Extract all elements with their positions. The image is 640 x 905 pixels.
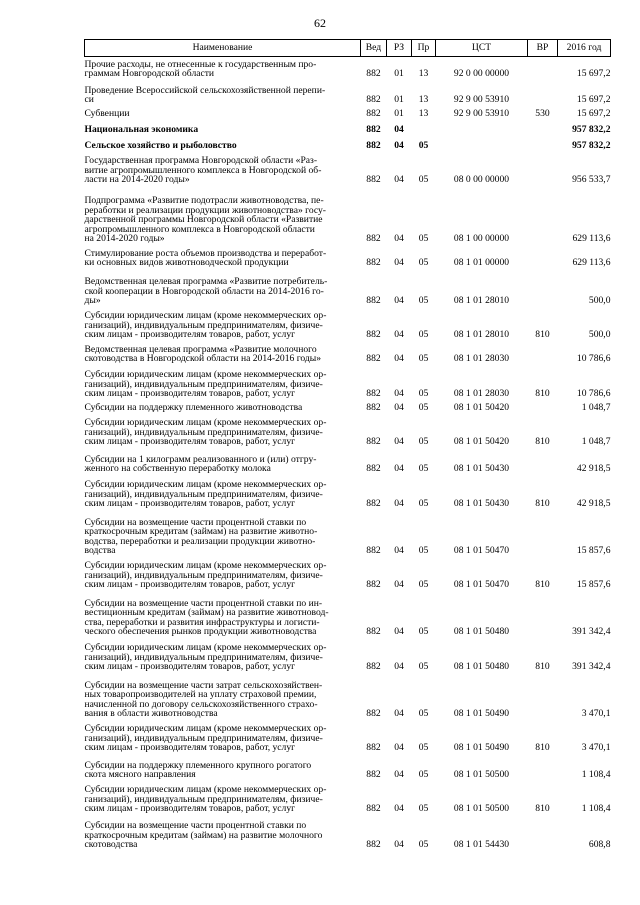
- row-rz-cell: 04: [394, 803, 404, 815]
- row-amount-cell: 15 857,6: [576, 579, 611, 591]
- row-pr-cell: 05: [418, 626, 429, 638]
- row-name-line: Субсидии юридическим лицам (кроме некоммерческих ор-: [84, 642, 327, 654]
- row-amount-cell: 1 108,4: [581, 803, 611, 815]
- row-ved-cell: 882: [366, 803, 381, 815]
- row-name-cell: [85, 151, 361, 185]
- row-ved-cell: 882: [366, 140, 381, 152]
- row-name-line: водства: [84, 545, 116, 557]
- row-pr-cell: 05: [418, 498, 429, 510]
- row-cst-cell: 08 1 01 50470: [453, 579, 510, 591]
- col-header-amount: 2016 год: [558, 40, 611, 57]
- row-pr-cell: 05: [418, 140, 429, 152]
- row-rz-cell: 01: [394, 68, 404, 80]
- row-name-line: Субсидии на возмещение части затрат сельскохозяйствен-: [84, 679, 323, 691]
- row-name-line: Субсидии на возмещение части процентной ставки по ин-: [84, 597, 323, 609]
- table-header-row: [85, 40, 611, 57]
- row-cst-cell: 08 1 01 50420: [453, 402, 510, 414]
- row-ved-cell: 882: [366, 124, 381, 136]
- table-row: [85, 268, 611, 306]
- row-amount-cell: 3 470,1: [581, 742, 611, 754]
- row-amount-cell: 42 918,5: [576, 463, 611, 475]
- row-rz-cell: 04: [394, 626, 404, 638]
- row-rz-cell: 04: [394, 463, 404, 475]
- row-rz-cell: 04: [394, 839, 404, 851]
- row-rz-cell: 04: [394, 708, 404, 720]
- row-ved-cell: 882: [366, 626, 381, 638]
- row-amount-cell: 957 832,2: [572, 124, 611, 136]
- row-ved-cell: 882: [366, 108, 381, 120]
- row-name-cell: [85, 447, 361, 474]
- row-cst-cell: [436, 135, 528, 151]
- row-name-line: Стимулирование роста объемов производства и переработ-: [84, 247, 327, 259]
- table-row: [85, 135, 611, 151]
- row-name-line: Субсидии на возмещение части процентной ставки по: [84, 516, 307, 528]
- row-pr-cell: 05: [418, 708, 429, 720]
- row-vr-cell: [528, 447, 558, 474]
- table-body: [85, 57, 611, 850]
- row-cst-cell: 08 1 01 50500: [453, 769, 510, 781]
- row-rz-cell: 04: [394, 402, 404, 414]
- table-row: [85, 399, 611, 413]
- row-ved-cell: 882: [366, 498, 381, 510]
- table-row: [85, 814, 611, 850]
- row-pr-cell: 05: [418, 742, 429, 754]
- row-name-line: краткосрочным кредитам (займам) на развитие животно-: [84, 526, 318, 538]
- row-name-line: ганизаций), индивидуальным предпринимателям, физиче-: [84, 426, 323, 438]
- row-amount-cell: 391 342,4: [572, 661, 611, 673]
- row-amount-cell: 500,0: [588, 295, 611, 307]
- row-ved-cell: 882: [366, 94, 381, 106]
- row-vr-cell: 810: [535, 388, 550, 400]
- row-rz-cell: 04: [394, 388, 404, 400]
- row-ved-cell: 882: [366, 769, 381, 781]
- row-vr-cell: [528, 753, 558, 780]
- table-row: [85, 79, 611, 105]
- row-name-line: Субсидии юридическим лицам (кроме некоммерческих ор-: [84, 310, 327, 322]
- table-row: [85, 637, 611, 672]
- row-name-line: на 2014-2020 годы»: [84, 233, 165, 245]
- table-row: [85, 780, 611, 814]
- row-cst-cell: 08 1 01 50490: [453, 742, 510, 754]
- row-ved-cell: 882: [366, 436, 381, 448]
- row-cst-cell: 08 1 01 50470: [453, 545, 510, 557]
- row-vr-cell: 810: [535, 661, 550, 673]
- row-ved-cell: 882: [366, 174, 381, 186]
- row-name-line: Субсидии юридическим лицам (кроме некоммерческих ор-: [84, 479, 327, 491]
- table-row: [85, 753, 611, 780]
- row-name-line: ганизаций), индивидуальным предпринимателям, физиче-: [84, 488, 323, 500]
- row-pr-cell: 05: [418, 388, 429, 400]
- row-pr-cell: 13: [418, 68, 429, 80]
- row-name-cell: [85, 268, 361, 306]
- row-name-line: Субвенции: [84, 108, 130, 120]
- row-name-line: ганизаций), индивидуальным предпринимателям, физиче-: [84, 732, 323, 744]
- row-name-cell: [85, 474, 361, 509]
- row-ved-cell: 882: [366, 295, 381, 307]
- row-name-line: ганизаций), индивидуальным предпринимателям, физиче-: [84, 793, 323, 805]
- row-vr-cell: [528, 119, 558, 135]
- row-name-line: ским лицам - производителям товаров, работ, услуг: [84, 579, 296, 591]
- row-name-cell: [85, 306, 361, 340]
- row-vr-cell: 810: [535, 803, 550, 815]
- row-pr-cell: 05: [418, 295, 429, 307]
- col-header-ved: Вед: [361, 40, 387, 57]
- row-rz-cell: 04: [394, 329, 404, 341]
- row-name-line: дарственной программы Новгородской области «Развитие: [84, 214, 323, 226]
- row-pr-cell: 05: [418, 839, 429, 851]
- row-name-line: ским лицам - производителям товаров, работ, услуг: [84, 661, 296, 673]
- row-ved-cell: 882: [366, 353, 381, 365]
- row-vr-cell: [528, 590, 558, 637]
- row-rz-cell: 04: [394, 579, 404, 591]
- row-vr-cell: 810: [535, 498, 550, 510]
- row-vr-cell: [528, 399, 558, 413]
- row-pr-cell: 05: [418, 436, 429, 448]
- row-pr-cell: 05: [418, 769, 429, 781]
- row-vr-cell: [528, 509, 558, 556]
- row-pr-cell: 05: [418, 579, 429, 591]
- row-name-line: вестиционным кредитам (займам) на развитие животновод-: [84, 607, 329, 619]
- row-name-cell: [85, 57, 361, 79]
- row-rz-cell: 04: [394, 140, 404, 152]
- table-row: [85, 556, 611, 590]
- row-pr-cell: 05: [418, 174, 429, 186]
- row-cst-cell: 08 1 01 50490: [453, 708, 510, 720]
- row-ved-cell: 882: [366, 68, 381, 80]
- row-cst-cell: 08 1 01 28010: [453, 295, 510, 307]
- row-name-line: ды»: [84, 295, 101, 307]
- row-cst-cell: 08 1 01 50420: [453, 436, 510, 448]
- row-name-line: Подпрограмма «Развитие подотрасли животноводства, пе-: [84, 195, 324, 207]
- row-ved-cell: 882: [366, 579, 381, 591]
- row-vr-cell: [528, 79, 558, 105]
- table-row: [85, 719, 611, 753]
- row-name-line: Субсидии юридическим лицам (кроме некоммерческих ор-: [84, 560, 327, 572]
- row-name-line: ским лицам - производителям товаров, работ, услуг: [84, 388, 296, 400]
- row-name-line: ганизаций), индивидуальным предпринимателям, физиче-: [84, 651, 323, 663]
- budget-table: [84, 39, 611, 850]
- table-row: [85, 447, 611, 474]
- row-name-cell: [85, 719, 361, 753]
- row-pr-cell: 05: [418, 402, 429, 414]
- row-vr-cell: 810: [535, 579, 550, 591]
- row-pr-cell: 05: [418, 545, 429, 557]
- row-cst-cell: 08 1 01 50430: [453, 498, 510, 510]
- row-cst-cell: 92 0 00 00000: [453, 68, 510, 80]
- row-name-line: ским лицам - производителям товаров, работ, услуг: [84, 498, 296, 510]
- row-name-line: ства, переработки и развития инфраструктуры и логисти-: [84, 616, 320, 628]
- row-name-cell: [85, 413, 361, 447]
- row-name-line: Субсидии на поддержку племенного крупного рогатого: [84, 759, 312, 771]
- row-cst-cell: 08 1 01 50500: [453, 803, 510, 815]
- row-name-line: ганизаций), индивидуальным предпринимателям, физиче-: [84, 569, 323, 581]
- table-row: [85, 672, 611, 719]
- row-cst-cell: 08 1 01 28010: [453, 329, 510, 341]
- row-pr-cell: 05: [418, 233, 429, 245]
- row-name-cell: [85, 105, 361, 119]
- row-cst-cell: 08 1 01 28030: [453, 353, 510, 365]
- row-name-line: скотоводства: [84, 839, 138, 851]
- row-amount-cell: 15 697,2: [576, 94, 611, 106]
- row-name-line: Прочие расходы, не отнесенные к государственным про-: [84, 58, 317, 70]
- row-pr-cell: 05: [418, 803, 429, 815]
- table-row: [85, 413, 611, 447]
- row-cst-cell: 92 9 00 53910: [453, 94, 510, 106]
- row-name-line: ласти на 2014-2020 годы»: [84, 174, 190, 186]
- row-ved-cell: 882: [366, 233, 381, 245]
- row-rz-cell: 04: [394, 295, 404, 307]
- row-rz-cell: 04: [394, 436, 404, 448]
- row-pr-cell: [412, 119, 436, 135]
- row-name-line: Ведомственная целевая программа «Развитие молочного: [84, 343, 317, 355]
- row-amount-cell: 42 918,5: [576, 498, 611, 510]
- row-rz-cell: 04: [394, 174, 404, 186]
- row-name-cell: [85, 399, 361, 413]
- row-name-cell: [85, 814, 361, 850]
- row-pr-cell: 13: [418, 94, 429, 106]
- row-name-line: Субсидии на возмещение части процентной ставки по: [84, 820, 307, 832]
- row-name-line: Субсидии юридическим лицам (кроме некоммерческих ор-: [84, 417, 327, 429]
- row-name-line: агропромышленного комплекса в Новгородской области: [84, 223, 315, 235]
- table-row: [85, 151, 611, 185]
- row-name-cell: [85, 590, 361, 637]
- table-row: [85, 244, 611, 268]
- row-vr-cell: 530: [535, 108, 550, 120]
- row-pr-cell: 05: [418, 353, 429, 365]
- row-name-line: краткосрочным кредитам (займам) на развитие молочного: [84, 829, 323, 841]
- row-name-cell: [85, 79, 361, 105]
- row-cst-cell: 08 0 00 00000: [453, 174, 510, 186]
- row-pr-cell: 05: [418, 329, 429, 341]
- row-cst-cell: 08 1 01 28030: [453, 388, 510, 400]
- row-name-line: ки основных видов животноводческой продукции: [84, 257, 289, 269]
- row-ved-cell: 882: [366, 257, 381, 269]
- table-row: [85, 119, 611, 135]
- row-rz-cell: 04: [394, 233, 404, 245]
- row-amount-cell: 956 533,7: [572, 174, 611, 186]
- row-ved-cell: 882: [366, 388, 381, 400]
- row-rz-cell: 04: [394, 769, 404, 781]
- table-row: [85, 185, 611, 244]
- row-cst-cell: 08 1 01 00000: [453, 257, 510, 269]
- table-row: [85, 57, 611, 79]
- col-header-cst: ЦСТ: [436, 40, 528, 57]
- row-name-cell: [85, 556, 361, 590]
- row-pr-cell: 05: [418, 463, 429, 475]
- row-name-line: граммам Новгородской области: [84, 68, 215, 80]
- row-name-cell: [85, 753, 361, 780]
- row-vr-cell: [528, 57, 558, 79]
- row-pr-cell: 13: [418, 108, 429, 120]
- row-name-line: Субсидии юридическим лицам (кроме некоммерческих ор-: [84, 784, 327, 796]
- table-row: [85, 340, 611, 364]
- row-amount-cell: 10 786,6: [576, 353, 611, 365]
- row-pr-cell: 05: [418, 661, 429, 673]
- row-name-cell: [85, 135, 361, 151]
- row-amount-cell: 1 048,7: [581, 436, 611, 448]
- page-number: 62: [314, 16, 326, 30]
- row-vr-cell: 810: [535, 329, 550, 341]
- row-vr-cell: [528, 244, 558, 268]
- row-cst-cell: 08 1 01 54430: [453, 839, 510, 851]
- row-name-line: ским лицам - производителям товаров, работ, услуг: [84, 803, 296, 815]
- row-name-cell: [85, 364, 361, 399]
- row-rz-cell: 04: [394, 661, 404, 673]
- table-row: [85, 509, 611, 556]
- row-name-line: ных товаропроизводителей на уплату страховой премии,: [84, 689, 317, 701]
- row-name-line: Национальная экономика: [84, 124, 199, 136]
- row-name-line: вания в области животноводства: [84, 708, 218, 720]
- row-name-line: витие агропромышленного комплекса в Новгородской об-: [84, 164, 322, 176]
- row-name-line: Субсидии юридическим лицам (кроме некоммерческих ор-: [84, 369, 327, 381]
- row-amount-cell: 391 342,4: [572, 626, 611, 638]
- row-name-line: Ведомственная целевая программа «Развитие потребитель-: [84, 276, 328, 288]
- row-vr-cell: [528, 340, 558, 364]
- row-ved-cell: 882: [366, 742, 381, 754]
- table-row: [85, 364, 611, 399]
- row-vr-cell: [528, 814, 558, 850]
- row-name-line: скотоводства в Новгородской области на 2014-2016 годы»: [84, 353, 322, 365]
- row-vr-cell: [528, 151, 558, 185]
- row-ved-cell: 882: [366, 839, 381, 851]
- row-ved-cell: 882: [366, 463, 381, 475]
- row-vr-cell: [528, 185, 558, 244]
- row-amount-cell: 3 470,1: [581, 708, 611, 720]
- col-header-name: Наименование: [85, 40, 361, 57]
- row-rz-cell: 04: [394, 498, 404, 510]
- row-name-line: Субсидии на 1 килограмм реализованного и (или) отгру-: [84, 453, 317, 465]
- row-ved-cell: 882: [366, 329, 381, 341]
- row-amount-cell: 1 048,7: [581, 402, 611, 414]
- row-name-cell: [85, 637, 361, 672]
- row-amount-cell: 957 832,2: [572, 140, 611, 152]
- row-cst-cell: 08 1 01 50480: [453, 626, 510, 638]
- row-amount-cell: 608,8: [588, 839, 611, 851]
- row-name-cell: [85, 780, 361, 814]
- row-rz-cell: 04: [394, 545, 404, 557]
- row-name-line: ской кооперации в Новгородской области на 2014-2016 го-: [84, 285, 324, 297]
- row-amount-cell: 15 697,2: [576, 108, 611, 120]
- row-rz-cell: 04: [394, 257, 404, 269]
- row-name-line: женного на собственную переработку молока: [84, 463, 271, 475]
- row-cst-cell: 08 1 01 50430: [453, 463, 510, 475]
- row-name-line: Проведение Всероссийской сельскохозяйственной перепи-: [84, 84, 326, 96]
- row-name-line: начисленной по договору сельскохозяйственного страхо-: [84, 698, 318, 710]
- row-name-line: си: [84, 94, 94, 106]
- col-header-vr: ВР: [528, 40, 558, 57]
- row-name-line: ганизаций), индивидуальным предпринимателям, физиче-: [84, 319, 323, 331]
- row-amount-cell: 629 113,6: [572, 233, 611, 245]
- row-name-line: реработки и реализации продукции животноводства» госу-: [84, 204, 327, 216]
- row-rz-cell: 04: [394, 742, 404, 754]
- row-vr-cell: [528, 672, 558, 719]
- row-amount-cell: 629 113,6: [572, 257, 611, 269]
- row-rz-cell: 04: [394, 124, 404, 136]
- row-ved-cell: 882: [366, 402, 381, 414]
- row-vr-cell: 810: [535, 742, 550, 754]
- row-name-line: водства, переработки и реализации продукции животно-: [84, 535, 316, 547]
- row-name-line: Государственная программа Новгородской области «Раз-: [84, 155, 318, 167]
- table-row: [85, 306, 611, 340]
- col-header-pr: Пр: [412, 40, 436, 57]
- row-name-line: Субсидии на поддержку племенного животноводства: [84, 402, 303, 414]
- row-name-cell: [85, 119, 361, 135]
- row-amount-cell: 1 108,4: [581, 769, 611, 781]
- row-ved-cell: 882: [366, 661, 381, 673]
- row-amount-cell: 10 786,6: [576, 388, 611, 400]
- row-name-cell: [85, 185, 361, 244]
- row-rz-cell: 01: [394, 94, 404, 106]
- row-name-line: ским лицам - производителям товаров, работ, услуг: [84, 329, 296, 341]
- row-name-line: ским лицам - производителям товаров, работ, услуг: [84, 436, 296, 448]
- col-header-rz: РЗ: [387, 40, 412, 57]
- row-name-line: скота мясного направления: [84, 769, 196, 781]
- row-vr-cell: [528, 268, 558, 306]
- row-cst-cell: [436, 119, 528, 135]
- row-amount-cell: 15 857,6: [576, 545, 611, 557]
- row-name-cell: [85, 672, 361, 719]
- row-vr-cell: 810: [535, 436, 550, 448]
- row-rz-cell: 01: [394, 108, 404, 120]
- row-name-line: ским лицам - производителям товаров, работ, услуг: [84, 742, 296, 754]
- row-rz-cell: 04: [394, 353, 404, 365]
- row-amount-cell: 15 697,2: [576, 68, 611, 80]
- row-name-cell: [85, 340, 361, 364]
- row-name-line: Субсидии юридическим лицам (кроме некоммерческих ор-: [84, 723, 327, 735]
- table-row: [85, 590, 611, 637]
- row-cst-cell: 92 9 00 53910: [453, 108, 510, 120]
- row-name-line: ческого обеспечения рынков продукции животноводства: [84, 626, 317, 638]
- row-amount-cell: 500,0: [588, 329, 611, 341]
- row-name-cell: [85, 244, 361, 268]
- table-row: [85, 105, 611, 119]
- row-name-line: Сельское хозяйство и рыболовство: [84, 140, 237, 152]
- row-cst-cell: 08 1 01 50480: [453, 661, 510, 673]
- table-row: [85, 474, 611, 509]
- row-name-line: ганизаций), индивидуальным предпринимателям, физиче-: [84, 378, 323, 390]
- row-ved-cell: 882: [366, 708, 381, 720]
- row-vr-cell: [528, 135, 558, 151]
- row-ved-cell: 882: [366, 545, 381, 557]
- row-name-cell: [85, 509, 361, 556]
- row-pr-cell: 05: [418, 257, 429, 269]
- row-cst-cell: 08 1 00 00000: [453, 233, 510, 245]
